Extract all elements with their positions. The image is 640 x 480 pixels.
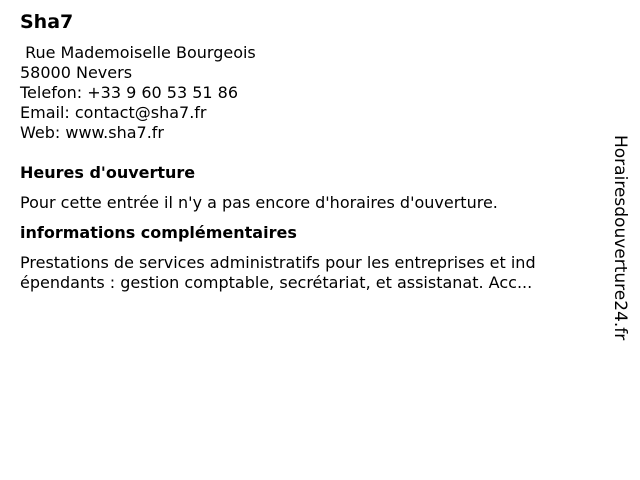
additional-info-heading: informations complémentaires — [20, 223, 297, 242]
city-postcode: 58000 Nevers — [20, 63, 133, 82]
phone-number: Telefon: +33 9 60 53 51 86 — [20, 83, 239, 102]
business-name: Sha7 — [20, 11, 74, 33]
website-address: Web: www.sha7.fr — [20, 123, 164, 142]
site-watermark: Horairesdouverture24.fr — [610, 135, 630, 341]
opening-hours-text: Pour cette entrée il n'y a pas encore d'horaires d'ouverture. — [20, 193, 498, 212]
additional-info-text — [20, 253, 592, 293]
additional-info-line-2: épendants : gestion comptable, secrétariat, et assistanat. Acc... — [20, 273, 533, 292]
business-card — [20, 10, 592, 293]
email-address: Email: contact@sha7.fr — [20, 103, 207, 122]
additional-info-line-1: Prestations de services administratifs pour les entreprises et ind — [20, 253, 536, 272]
opening-hours-heading: Heures d'ouverture — [20, 163, 196, 182]
contact-details — [20, 43, 592, 143]
street-address: Rue Mademoiselle Bourgeois — [20, 43, 256, 62]
